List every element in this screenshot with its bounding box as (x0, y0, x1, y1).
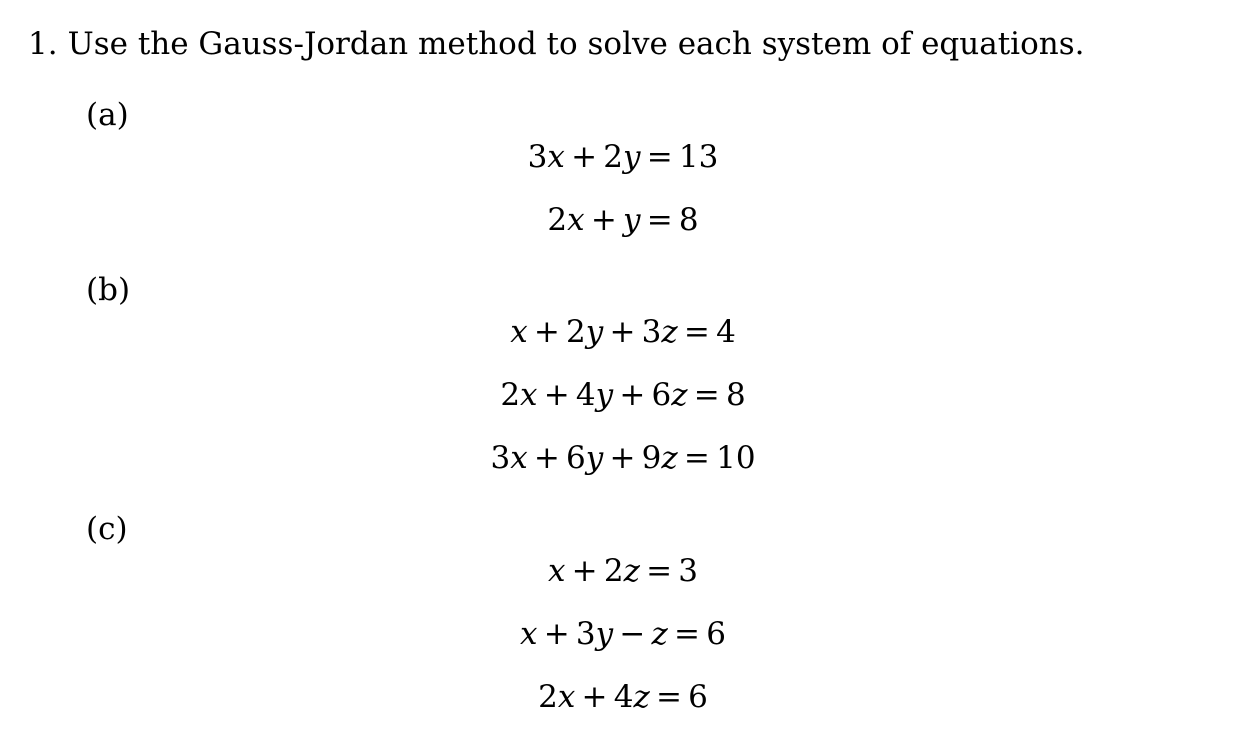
part-a-equation-2: 2x + y = 8 (547, 202, 699, 238)
problem-instruction: Use the Gauss-Jordan method to solve each system of equations. (67, 26, 1085, 62)
part-b-label: (b) (86, 272, 131, 308)
problem-header (28, 26, 1084, 63)
problem-number: 1. (28, 26, 58, 62)
part-a-label: (a) (86, 97, 129, 133)
part-c-label: (c) (86, 511, 128, 547)
part-c-equation-2: x + 3y − z = 6 (520, 616, 726, 652)
part-b-equation-3: 3x + 6y + 9z = 10 (490, 440, 756, 476)
part-a-equation-1: 3x + 2y = 13 (527, 139, 719, 175)
part-b-equation-2: 2x + 4y + 6z = 8 (500, 377, 746, 413)
part-c-equation-3: 2x + 4z = 6 (538, 679, 708, 715)
part-c-equation-1: x + 2z = 3 (547, 553, 698, 589)
part-b-equation-1: x + 2y + 3z = 4 (510, 314, 736, 350)
